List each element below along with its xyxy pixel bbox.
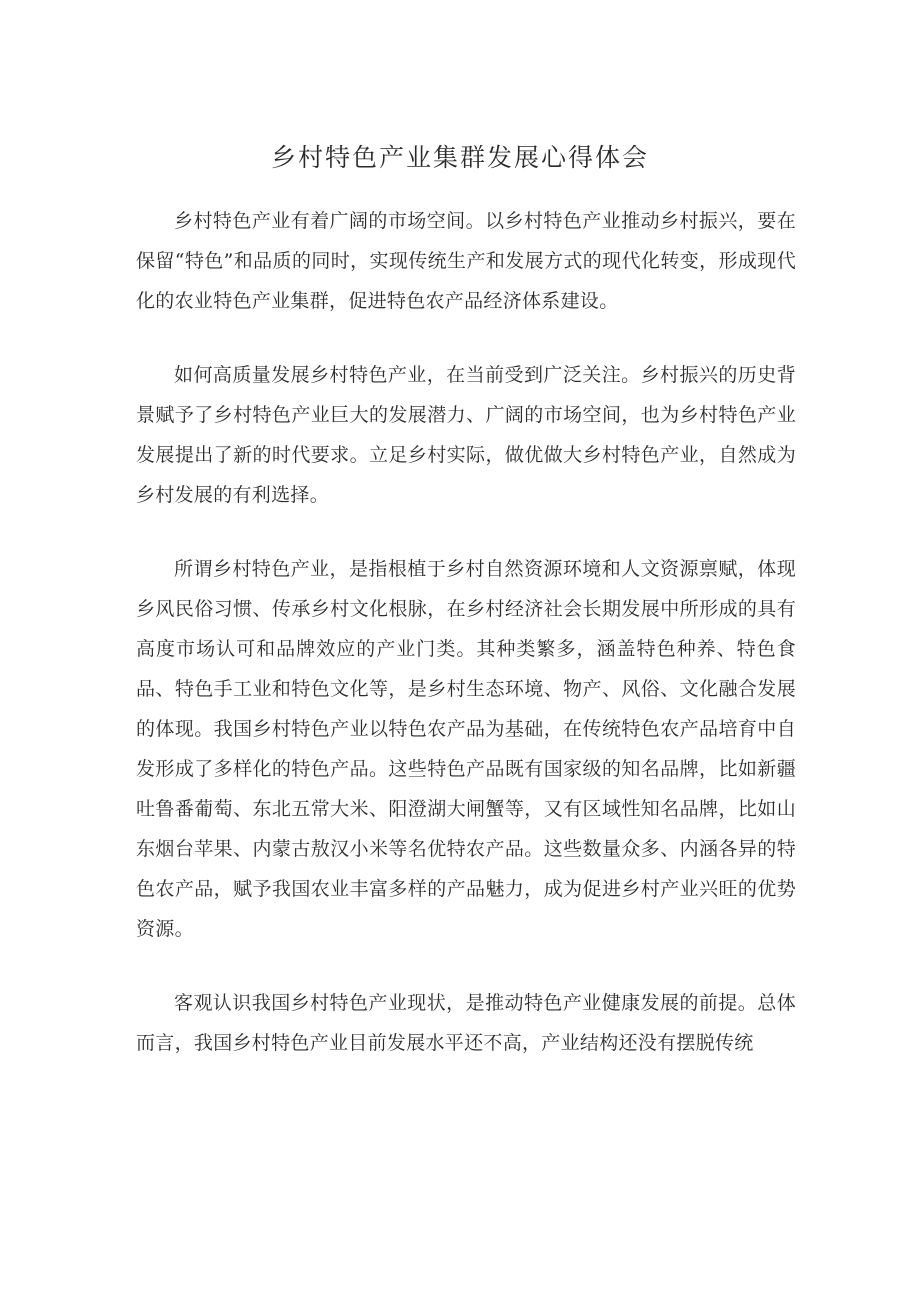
paragraph-2: 如何高质量发展乡村特色产业，在当前受到广泛关注。乡村振兴的历史背景赋予了乡村特色产业巨大的发展潜力、广阔的市场空间，也为乡村特色产业发展提出了新的时代要求。立足乡村实际，做优做大乡村特色产业，自然成为乡村发展的有利选择。 xyxy=(136,364,796,506)
document-body xyxy=(136,201,796,1097)
paragraph-1: 乡村特色产业有着广阔的市场空间。以乡村特色产业推动乡村振兴，要在保留“特色”和品质的同时，实现传统生产和发展方式的现代化转变，形成现代化的农业特色产业集群，促进特色农产品经济体系建设。 xyxy=(136,210,796,312)
paragraph-4: 客观认识我国乡村特色产业现状，是推动特色产业健康发展的前提。总体而言，我国乡村特色产业目前发展水平还不高，产业结构还没有摆脱传统 xyxy=(136,992,796,1054)
paragraph-3: 所谓乡村特色产业，是指根植于乡村自然资源环境和人文资源禀赋，体现乡风民俗习惯、传承乡村文化根脉，在乡村经济社会长期发展中所形成的具有高度市场认可和品牌效应的产业门类。其种类繁多，涵盖特色种养、特色食品、特色手工业和特色文化等，是乡村生态环境、物产、风俗、文化融合发展的体现。我国乡村特色产业以特色农产品为基础，在传统特色农产品培育中自发形成了多样化的特色产品。这些特色产品既有国家级的知名品牌，比如新疆吐鲁番葡萄、东北五常大米、阳澄湖大闸蟹等，又有区域性知名品牌，比如山东烟台苹果、内蒙古敖汉小米等名优特农产品。这些数量众多、内涵各异的特色农产品，赋予我国农业丰富多样的产品魅力，成为促进乡村产业兴旺的优势资源。 xyxy=(136,558,796,940)
document-title: 乡村特色产业集群发展心得体会 xyxy=(270,143,649,172)
